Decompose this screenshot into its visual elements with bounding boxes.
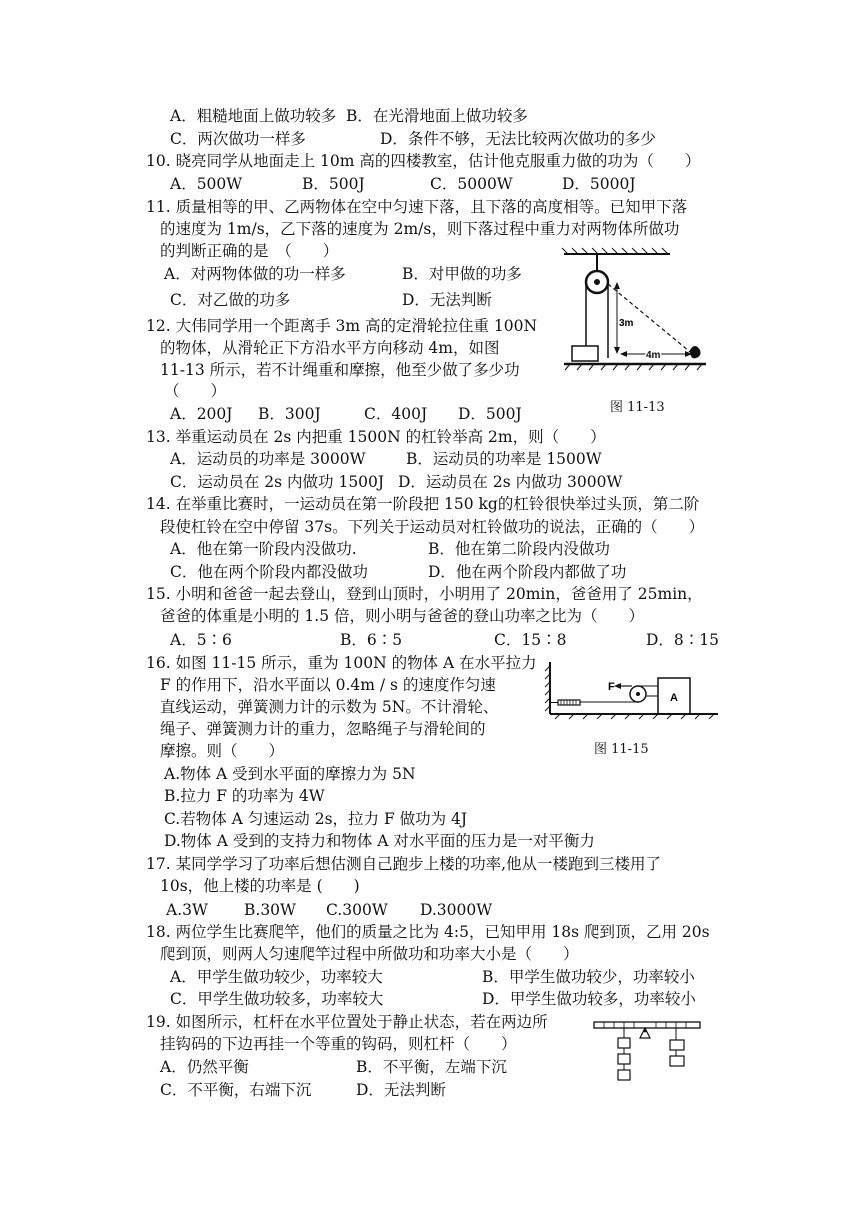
q13-option-a: A．运动员的功率是 3000W <box>170 450 366 468</box>
q19-option-b: B．不平衡，左端下沉 <box>356 1058 507 1076</box>
q9-option-c: C．两次做功一样多 <box>170 130 306 148</box>
q16-option-b: B.拉力 F 的功率为 4W <box>164 787 325 805</box>
q11-option-c: C．对乙做的功多 <box>170 291 291 309</box>
q10-stem: 10. 晓亮同学从地面走上 10m 高的四楼教室，估计他克服重力做的功为（ ） <box>146 152 701 170</box>
q13-option-b: B．运动员的功率是 1500W <box>406 450 602 468</box>
q10-option-d: D．5000J <box>562 175 636 193</box>
lever-figure <box>590 1016 710 1090</box>
q10-option-b: B．500J <box>302 175 365 193</box>
q15-option-d: D．8∶15 <box>646 631 720 649</box>
q16-option-d: D.物体 A 受到的支持力和物体 A 对水平面的压力是一对平衡力 <box>164 832 595 850</box>
q13-stem: 13. 举重运动员在 2s 内把重 1500N 的杠铃举高 2m，则（ ） <box>146 428 606 446</box>
q13-option-d: D．运动员在 2s 内做功 3000W <box>398 473 623 491</box>
q17-option-d: D.3000W <box>420 901 493 919</box>
q16-stem-line5: 摩擦。则（ ） <box>160 742 285 760</box>
q16-stem-line1: 16. 如图 11-15 所示，重为 100N 的物体 A 在水平拉力 <box>146 654 537 672</box>
q11-option-b: B．对甲做的功多 <box>402 265 522 283</box>
q11-stem-line3: 的判断正确的是 （ ） <box>160 242 339 260</box>
q12-option-d: D．500J <box>458 405 522 423</box>
q12-option-a: A．200J <box>170 405 233 423</box>
q11-option-a: A．对两物体做的功一样多 <box>164 265 346 283</box>
q14-option-c: C．他在两个阶段内都没做功 <box>170 563 368 581</box>
q17-option-c: C.300W <box>326 901 388 919</box>
q12-option-c: C．400J <box>364 405 428 423</box>
q12-stem-line3: 11-13 所示，若不计绳重和摩擦，他至少做了多少功 <box>160 361 520 379</box>
q17-stem-line2: 10s，他上楼的功率是 ( ) <box>160 877 360 895</box>
q16-option-c: C.若物体 A 匀速运动 2s，拉力 F 做功为 4J <box>164 810 468 828</box>
q15-stem-line2: 爸爸的体重是小明的 1.5 倍，则小明与爸爸的登山功率之比为（ ） <box>160 607 645 625</box>
q13-option-c: C．运动员在 2s 内做功 1500J <box>170 473 385 491</box>
q18-option-b: B．甲学生做功较少，功率较小 <box>482 968 695 986</box>
q15-option-c: C．15∶8 <box>494 631 567 649</box>
q10-option-c: C．5000W <box>430 175 513 193</box>
q16-stem-line2: F 的作用下，沿水平面以 0.4m / s 的速度作匀速 <box>160 676 496 694</box>
q16-stem-line4: 绳子、弹簧测力计的重力，忽略绳子与滑轮间的 <box>160 720 486 738</box>
q11-stem-line2: 的速度为 1m/s，乙下落的速度为 2m/s，则下落过程中重力对两物体所做功 <box>160 220 680 238</box>
q17-option-b: B.30W <box>244 901 296 919</box>
q19-option-c: C．不平衡，右端下沉 <box>160 1081 312 1099</box>
q12-option-b: B．300J <box>258 405 321 423</box>
q10-option-a: A．500W <box>170 175 243 193</box>
pulley-figure-11-13 <box>560 246 710 381</box>
q12-stem-line4: （ ） <box>164 382 227 400</box>
q18-option-c: C．甲学生做功较多，功率较大 <box>170 990 384 1008</box>
q18-stem-line2: 爬到顶，则两人匀速爬竿过程中所做功和功率大小是（ ） <box>160 945 579 963</box>
q9-option-b: B．在光滑地面上做功较多 <box>346 107 528 125</box>
q17-option-a: A.3W <box>166 901 208 919</box>
label-F: F <box>608 681 615 693</box>
q14-option-a: A．他在第一阶段内没做功. <box>170 540 357 558</box>
q14-stem-line1: 14. 在举重比赛时，一运动员在第一阶段把 150 kg的杠铃很快举过头顶，第二阶 <box>146 495 700 513</box>
q12-stem-line1: 12. 大伟同学用一个距离手 3m 高的定滑轮拉住重 100N <box>146 317 538 335</box>
q15-option-b: B．6∶5 <box>340 631 403 649</box>
q14-option-b: B．他在第二阶段内没做功 <box>428 540 610 558</box>
q19-stem-line2: 挂钩码的下边再挂一个等重的钩码，则杠杆（ ） <box>160 1035 517 1053</box>
figure-11-15-caption: 图 11-15 <box>594 742 649 757</box>
q14-option-d: D．他在两个阶段内都做了功 <box>428 563 627 581</box>
q9-option-d: D．条件不够，无法比较两次做功的多少 <box>380 130 656 148</box>
q16-stem-line3: 直线运动，弹簧测力计的示数为 5N。不计滑轮、 <box>160 698 499 716</box>
q16-option-a: A.物体 A 受到水平面的摩擦力为 5N <box>164 765 416 783</box>
q19-stem-line1: 19. 如图所示，杠杆在水平位置处于静止状态，若在两边所 <box>146 1013 548 1031</box>
label-A: A <box>670 692 678 704</box>
q17-stem-line1: 17. 某同学学习了功率后想估测自己跑步上楼的功率,他从一楼跑到三楼用了 <box>146 855 662 873</box>
q18-option-d: D．甲学生做功较多，功率较小 <box>482 990 696 1008</box>
pulley-figure-11-15 <box>544 658 724 720</box>
q12-stem-line2: 的物体，从滑轮正下方沿水平方向移动 4m，如图 <box>160 339 500 357</box>
q15-stem-line1: 15. 小明和爸爸一起去登山，登到山顶时，小明用了 20min，爸爸用了 25min， <box>146 585 703 603</box>
label-4m: 4m <box>646 350 661 361</box>
q18-option-a: A．甲学生做功较少，功率较大 <box>170 968 383 986</box>
q11-stem-line1: 11. 质量相等的甲、乙两物体在空中匀速下落，且下落的高度相等。已知甲下落 <box>146 198 688 216</box>
label-3m: 3m <box>619 318 634 329</box>
q11-option-d: D．无法判断 <box>402 291 492 309</box>
q19-option-d: D．无法判断 <box>356 1081 446 1099</box>
q18-stem-line1: 18. 两位学生比赛爬竿，他们的质量之比为 4:5，已知甲用 18s 爬到顶，乙用 20s <box>146 923 710 941</box>
q19-option-a: A．仍然平衡 <box>160 1058 249 1076</box>
q14-stem-line2: 段使杠铃在空中停留 37s。下列关于运动员对杠铃做功的说法，正确的（ ） <box>160 518 705 536</box>
q9-option-a: A．粗糙地面上做功较多 <box>170 107 337 125</box>
q15-option-a: A．5∶6 <box>170 631 232 649</box>
figure-11-13-caption: 图 11-13 <box>610 400 665 415</box>
